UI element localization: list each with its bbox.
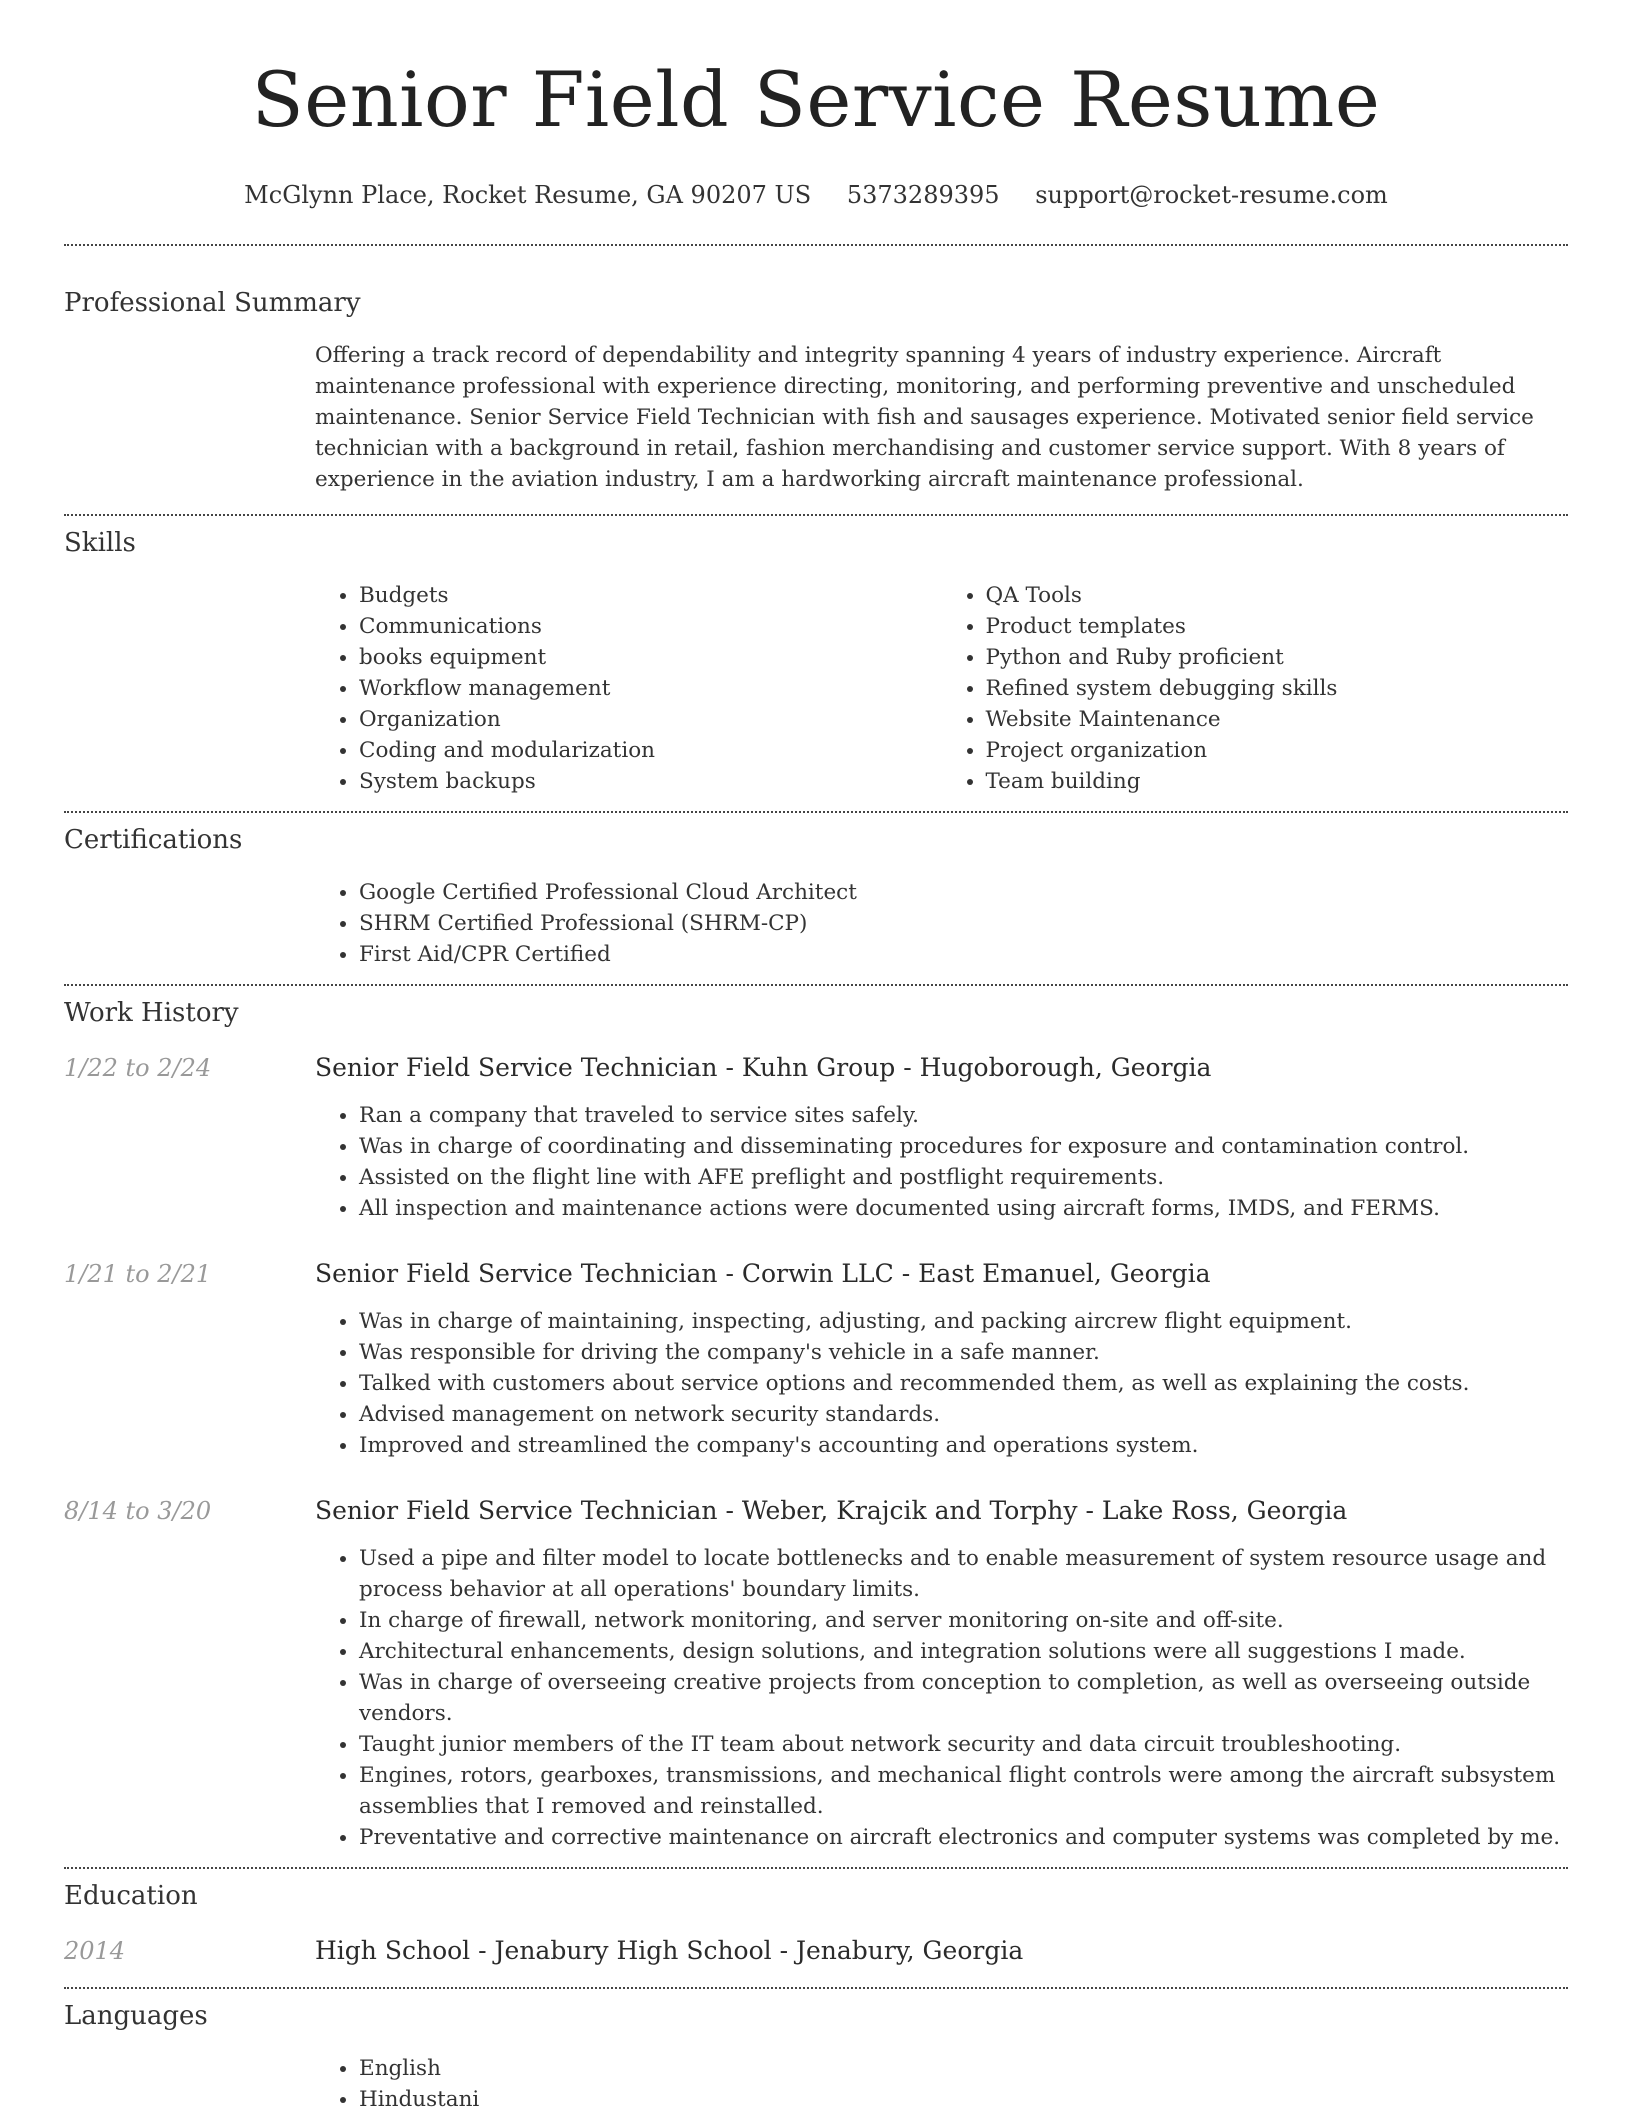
divider (64, 984, 1568, 986)
skill-item: • QA Tools (986, 580, 1569, 611)
skill-item: • books equipment (359, 642, 942, 673)
job-entry (64, 1052, 1568, 1224)
skills-list-left (315, 580, 942, 797)
job-details (315, 1306, 1568, 1461)
divider (64, 1867, 1568, 1869)
job-date: 1/22 to 2/24 (64, 1054, 212, 1082)
contact-email: support@rocket-resume.com (1035, 181, 1388, 209)
summary-text: Offering a track record of dependability and integrity spanning 4 years of industry experience. Aircraft maintenance professional with experience directing, monitoring, and performing preventive and unscheduled maintenance. Senior Service Field Technician with fish and sausages experience. Motivated senior field service technician with a background in retail, fashion merchandising and customer service support. With 8 years of experience in the aviation industry, I am a hardworking aircraft maintenance professional. (315, 343, 1534, 492)
certifications-content (315, 877, 1568, 970)
language-item: • Hindustani (359, 2084, 1568, 2115)
certifications-list (315, 877, 1568, 970)
job-title: Senior Field Service Technician - Kuhn Group - Hugoborough, Georgia (315, 1053, 1212, 1082)
skills-list-right (942, 580, 1569, 797)
skill-item: • Website Maintenance (986, 704, 1569, 735)
divider (64, 514, 1568, 516)
divider (64, 244, 1568, 246)
certifications-heading: Certifications (64, 825, 243, 855)
job-bullet: • Engines, rotors, gearboxes, transmissions, and mechanical flight controls were among the aircraft subsystem assemblies that I removed and reinstalled. (359, 1760, 1568, 1822)
certification-item: • First Aid/CPR Certified (359, 939, 1568, 970)
job-entry (64, 1258, 1568, 1461)
job-bullet: • Assisted on the flight line with AFE preflight and postflight requirements. (359, 1162, 1568, 1193)
skill-item: • Coding and modularization (359, 735, 942, 766)
summary-section (64, 286, 1568, 495)
job-title: Senior Field Service Technician - Corwin LLC - East Emanuel, Georgia (315, 1259, 1211, 1288)
divider (64, 1987, 1568, 1989)
contact-phone: 5373289395 (846, 181, 1000, 209)
skills-heading: Skills (64, 528, 136, 558)
contact-address: McGlynn Place, Rocket Resume, GA 90207 US (244, 181, 812, 209)
skill-item: • Product templates (986, 611, 1569, 642)
skills-grid (315, 580, 1568, 797)
skill-item: • Python and Ruby proficient (986, 642, 1569, 673)
job-bullet: • Ran a company that traveled to service sites safely. (359, 1100, 1568, 1131)
languages-content (315, 2053, 1568, 2115)
education-title: High School - Jenabury High School - Jenabury, Georgia (315, 1936, 1024, 1965)
education-section (64, 1879, 1568, 1967)
education-entry (64, 1935, 1568, 1967)
divider (64, 811, 1568, 813)
education-heading: Education (64, 1881, 198, 1911)
job-bullet: • Was in charge of coordinating and disseminating procedures for exposure and contamination control. (359, 1131, 1568, 1162)
skill-item: • Budgets (359, 580, 942, 611)
skill-item: • Organization (359, 704, 942, 735)
job-title: Senior Field Service Technician - Weber, Krajcik and Torphy - Lake Ross, Georgia (315, 1496, 1348, 1525)
resume-title: Senior Field Service Resume (251, 55, 1381, 144)
job-bullet: • Talked with customers about service options and recommended them, as well as explaining the costs. (359, 1368, 1568, 1399)
job-bullet: • Was in charge of overseeing creative projects from conception to completion, as well as overseeing outside vendors. (359, 1667, 1568, 1729)
languages-list (315, 2053, 1568, 2115)
job-bullet: • Advised management on network security standards. (359, 1399, 1568, 1430)
skill-item: • Workflow management (359, 673, 942, 704)
language-item: • English (359, 2053, 1568, 2084)
job-bullets (315, 1100, 1568, 1224)
skill-item: • Communications (359, 611, 942, 642)
education-date: 2014 (64, 1937, 126, 1965)
job-bullet: • Taught junior members of the IT team about network security and data circuit troubleshooting. (359, 1729, 1568, 1760)
job-details (315, 1543, 1568, 1853)
job-bullet: • Used a pipe and filter model to locate bottlenecks and to enable measurement of system resource usage and process behavior at all operations' boundary limits. (359, 1543, 1568, 1605)
job-bullet: • Architectural enhancements, design solutions, and integration solutions were all suggestions I made. (359, 1636, 1568, 1667)
summary-heading: Professional Summary (64, 288, 361, 318)
job-bullet: • All inspection and maintenance actions were documented using aircraft forms, IMDS, and FERMS. (359, 1193, 1568, 1224)
skill-item: • System backups (359, 766, 942, 797)
job-date: 1/21 to 2/21 (64, 1260, 212, 1288)
job-bullet: • Was responsible for driving the company's vehicle in a safe manner. (359, 1337, 1568, 1368)
work-heading: Work History (64, 998, 239, 1028)
skill-item: • Team building (986, 766, 1569, 797)
work-section (64, 996, 1568, 1853)
job-bullet: • Improved and streamlined the company's accounting and operations system. (359, 1430, 1568, 1461)
skill-item: • Refined system debugging skills (986, 673, 1569, 704)
job-bullet: • Was in charge of maintaining, inspecting, adjusting, and packing aircrew flight equipment. (359, 1306, 1568, 1337)
certifications-section (64, 823, 1568, 970)
languages-heading: Languages (64, 2001, 208, 2031)
job-bullets (315, 1543, 1568, 1853)
job-bullets (315, 1306, 1568, 1461)
contact-line (64, 180, 1568, 210)
languages-section (64, 1999, 1568, 2115)
job-date: 8/14 to 3/20 (64, 1497, 212, 1525)
certification-item: • Google Certified Professional Cloud Architect (359, 877, 1568, 908)
skills-section (64, 526, 1568, 797)
job-entry (64, 1495, 1568, 1853)
job-details (315, 1100, 1568, 1224)
certification-item: • SHRM Certified Professional (SHRM-CP) (359, 908, 1568, 939)
job-bullet: • In charge of firewall, network monitoring, and server monitoring on-site and off-site. (359, 1605, 1568, 1636)
job-bullet: • Preventative and corrective maintenance on aircraft electronics and computer systems was completed by me. (359, 1822, 1568, 1853)
skill-item: • Project organization (986, 735, 1569, 766)
